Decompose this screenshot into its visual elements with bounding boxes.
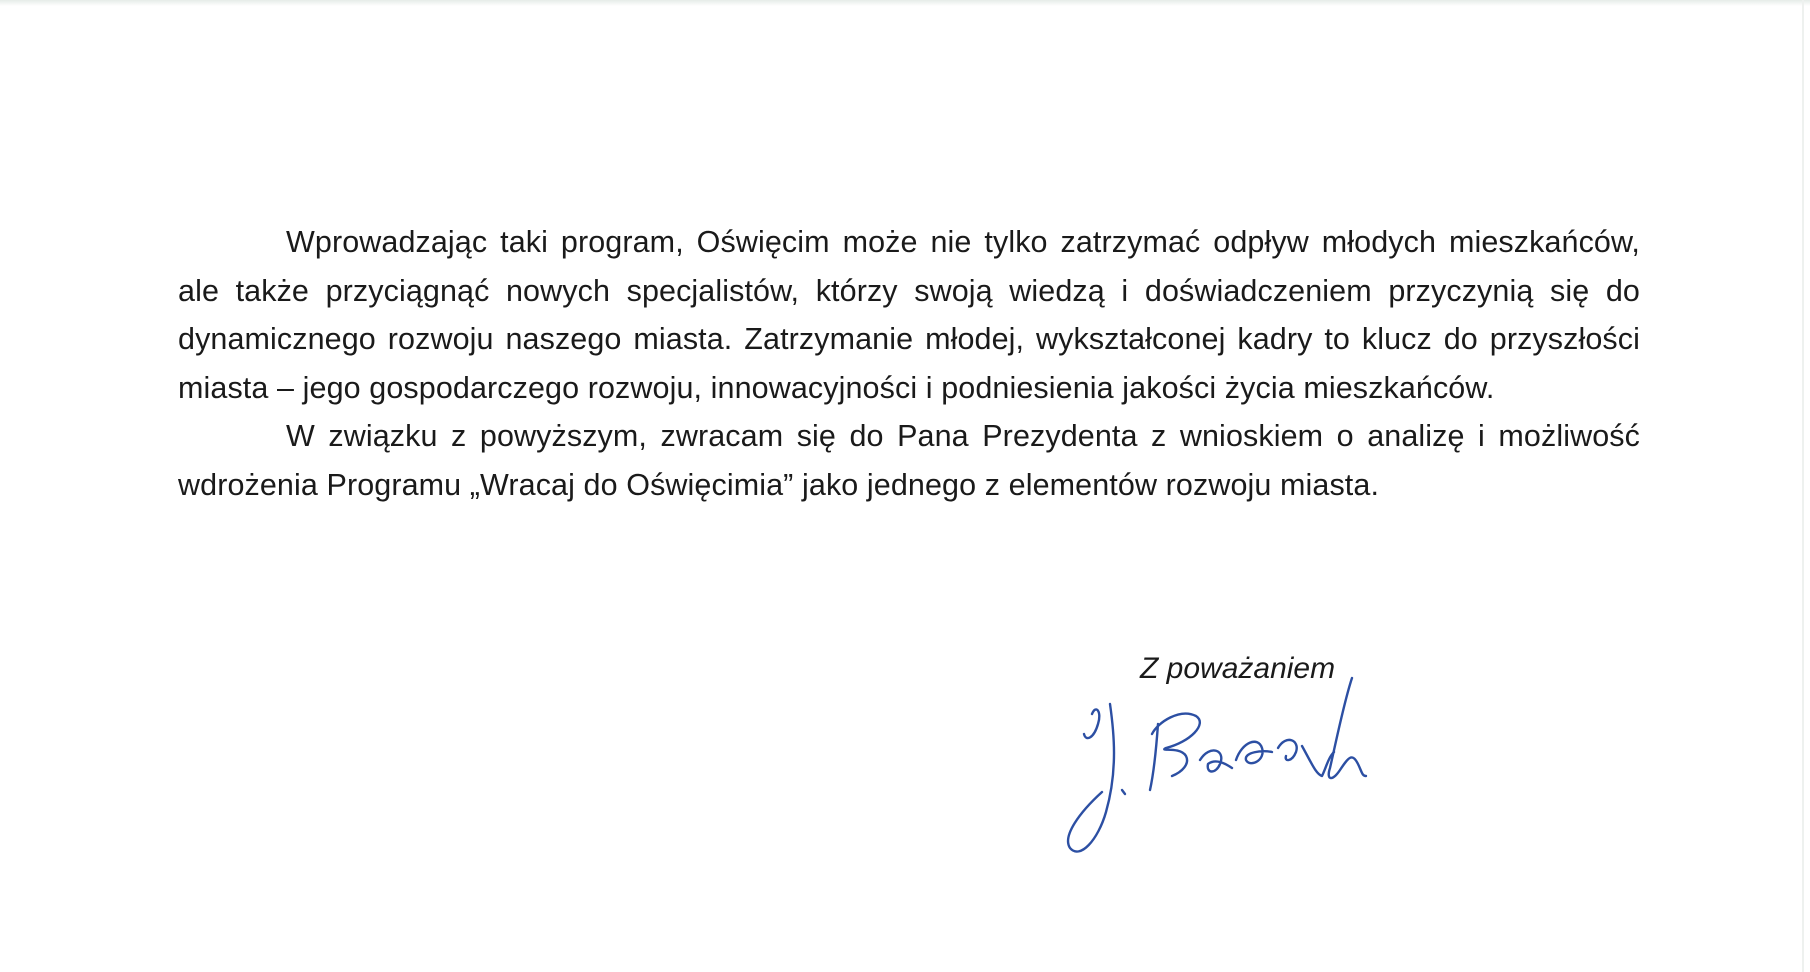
letter-body [178,218,1640,509]
scan-right-edge [1802,0,1804,972]
closing-salutation: Z poważaniem [1140,652,1336,685]
paragraph-request: W związku z powyższym, zwracam się do Pana Prezydenta z wnioskiem o analizę i możliwość wdrożenia Programu „Wracaj do Oświęcimia” jako jednego z elementów rozwoju miasta. [178,419,1640,502]
scan-top-edge [0,0,1810,6]
handwritten-signature [1040,672,1400,872]
paragraph-program-benefits: Wprowadzając taki program, Oświęcim może nie tylko zatrzymać odpływ młodych mieszkańców, ale także przyciągnąć nowych specjalistów, którzy swoją wiedzą i doświadczeniem przyczynią się do dynamicznego rozwoju naszego miasta. Zatrzymanie młodej, wykształconej kadry to klucz do przyszłości miasta – jego gospodarczego rozwoju, innowacyjności i podniesienia jakości życia mieszkańców. [178,225,1640,405]
